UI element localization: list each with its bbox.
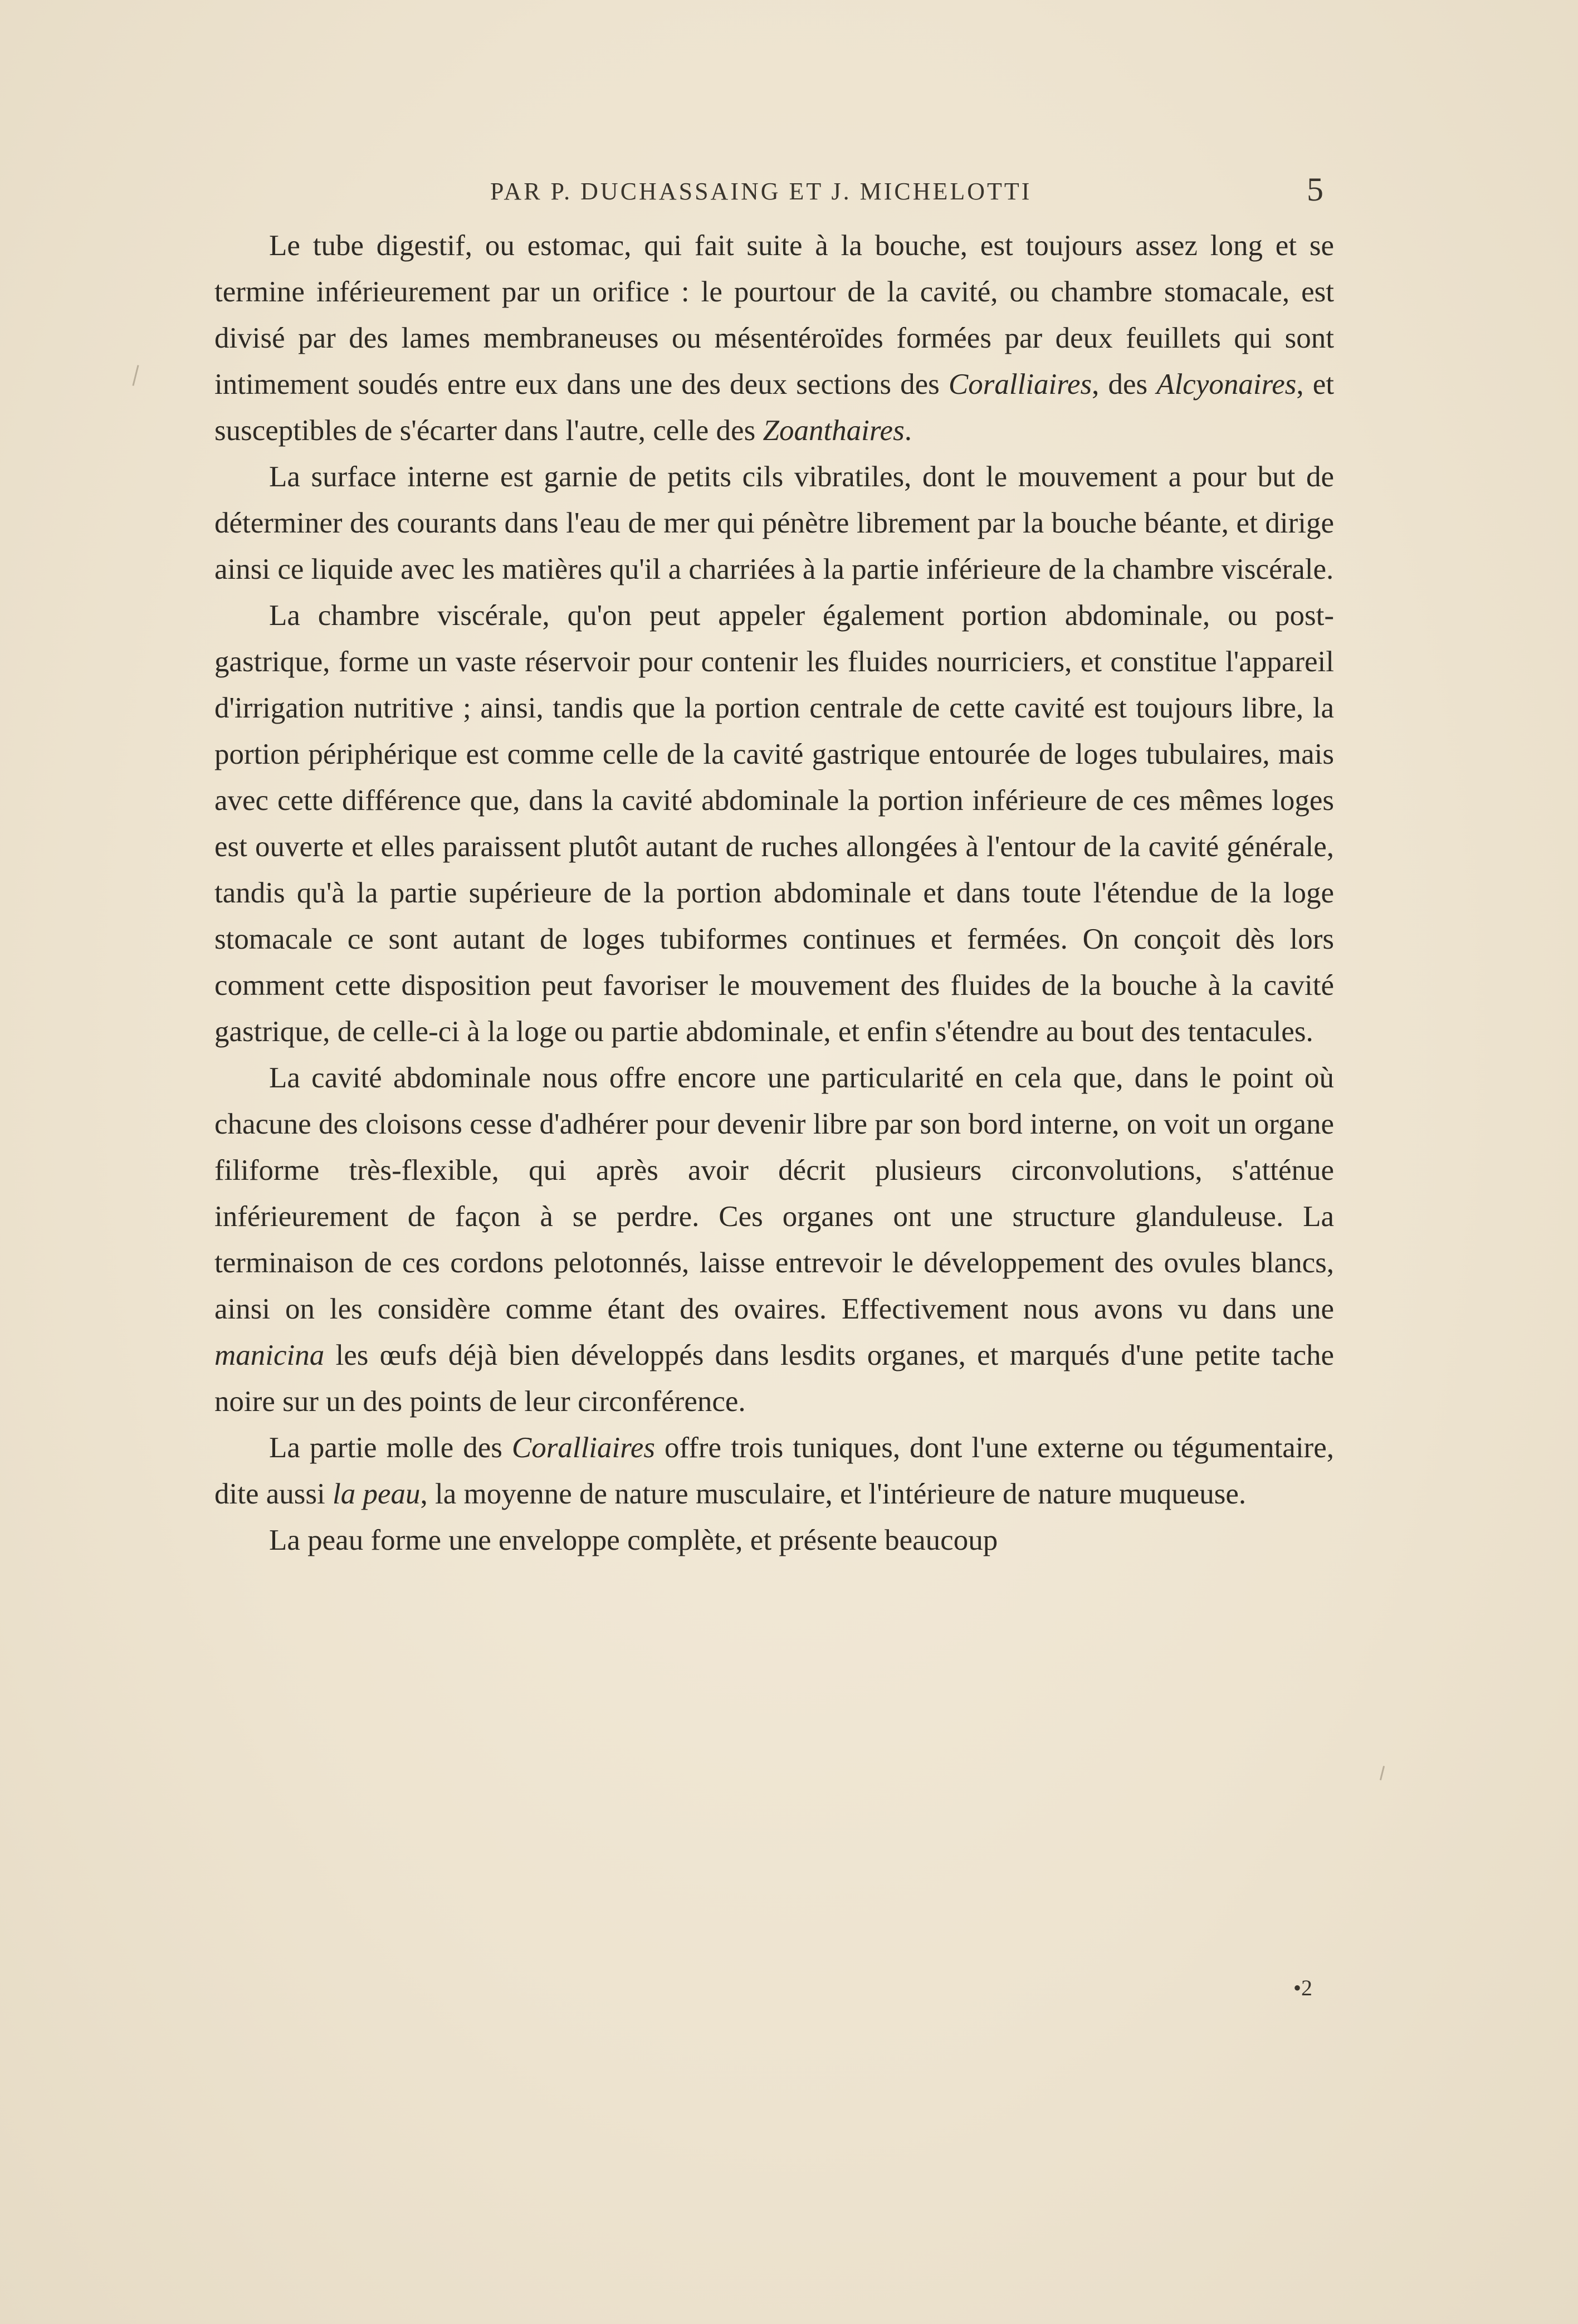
paragraph-4-text-2: les œufs déjà bien développés dans lesdits organes, et marqués d'une petite tache noire sur un des points de leur circonférence. — [214, 1339, 1334, 1418]
term-manicina: manicina — [214, 1339, 325, 1371]
paragraph-6: La peau forme une enveloppe complète, et présente beaucoup — [269, 1524, 998, 1556]
paragraph-2: La surface interne est garnie de petits cils vibratiles, dont le mouvement a pour but de déterminer des courants dans l'eau de mer qui pénètre librement par la bouche béante, et dirige ainsi ce liquide avec les matières qu'il a charriées à la partie inférieure de la chambre viscérale. — [214, 461, 1334, 585]
paragraph-5-text-3: , la moyenne de nature musculaire, et l'intérieure de nature muqueuse. — [420, 1478, 1247, 1510]
margin-pencil-mark — [132, 365, 139, 386]
paragraph-5-text: La partie molle des — [269, 1432, 512, 1464]
page-number: 5 — [1307, 171, 1323, 208]
term-coralliaires-2: Coralliaires — [511, 1432, 656, 1464]
term-zoanthaires: Zoanthaires — [763, 414, 905, 447]
paragraph-4-text: La cavité abdominale nous offre encore une particularité en cela que, dans le point où chacune des cloisons cesse d'adhérer pour devenir libre par son bord interne, on voit un organe filiforme très-flexible, qui après avoir décrit plusieurs circonvolutions, s'atténue inférieurement de façon à se perdre. Ces organes ont une structure glanduleuse. La terminaison de ces cordons pelotonnés, laisse entrevoir le développement des ovules blancs, ainsi on les considère comme étant des ovaires. Effectivement nous avons vu dans une — [214, 1062, 1334, 1325]
running-head: PAR P. DUCHASSAING ET J. MICHELOTTI — [490, 178, 1032, 205]
paragraph-5 — [214, 1425, 1334, 1517]
term-la-peau: la peau — [332, 1478, 421, 1510]
body-text — [214, 223, 1334, 1564]
paragraph-5-text-2: offre trois tuniques, dont l'une externe ou tégumentaire, dite aussi — [214, 1432, 1334, 1510]
term-coralliaires: Coralliaires — [948, 368, 1092, 401]
term-alcyonaires: Alcyonaires — [1156, 368, 1297, 401]
paragraph-3: La chambre viscérale, qu'on peut appeler également portion abdominale, ou post-gastrique, forme un vaste réservoir pour contenir les fluides nourriciers, et constitue l'appareil d'irrigation nutritive ; ainsi, tandis que la portion centrale de cette cavité est toujours libre, la portion périphérique est comme celle de la cavité gastrique entourée de loges tubulaires, mais avec cette différence que, dans la cavité abdominale la portion inférieure de ces mêmes loges est ouverte et elles paraissent plutôt autant de ruches allongées à l'entour de la cavité générale, tandis qu'à la partie supérieure de la portion abdominale et dans toute l'étendue de la loge stomacale ce sont autant de loges tubiformes continues et fermées. On conçoit dès lors comment cette disposition peut favoriser le mouvement des fluides de la bouche à la cavité gastrique, de celle-ci à la loge ou partie abdominale, et enfin s'étendre au bout des tentacules. — [214, 599, 1334, 1048]
paragraph-1 — [214, 223, 1334, 454]
paragraph-1-text-2: , des — [1092, 368, 1157, 401]
paragraph-1-text-3: , et susceptibles de s'écarter dans l'autre, celle des — [214, 368, 1334, 447]
paragraph-1-text-4: . — [904, 414, 912, 447]
signature-mark: •2 — [1293, 1975, 1313, 2000]
paragraph-1-text: Le tube digestif, ou estomac, qui fait suite à la bouche, est toujours assez long et se termine inférieurement par un orifice : le pourtour de la cavité, ou chambre stomacale, est divisé par des lames membraneuses ou mésentéroïdes formées par deux feuillets qui sont intimement soudés entre eux dans une des deux sections des — [214, 230, 1334, 401]
margin-pencil-mark-2 — [1380, 1766, 1385, 1780]
paragraph-4 — [214, 1055, 1334, 1425]
